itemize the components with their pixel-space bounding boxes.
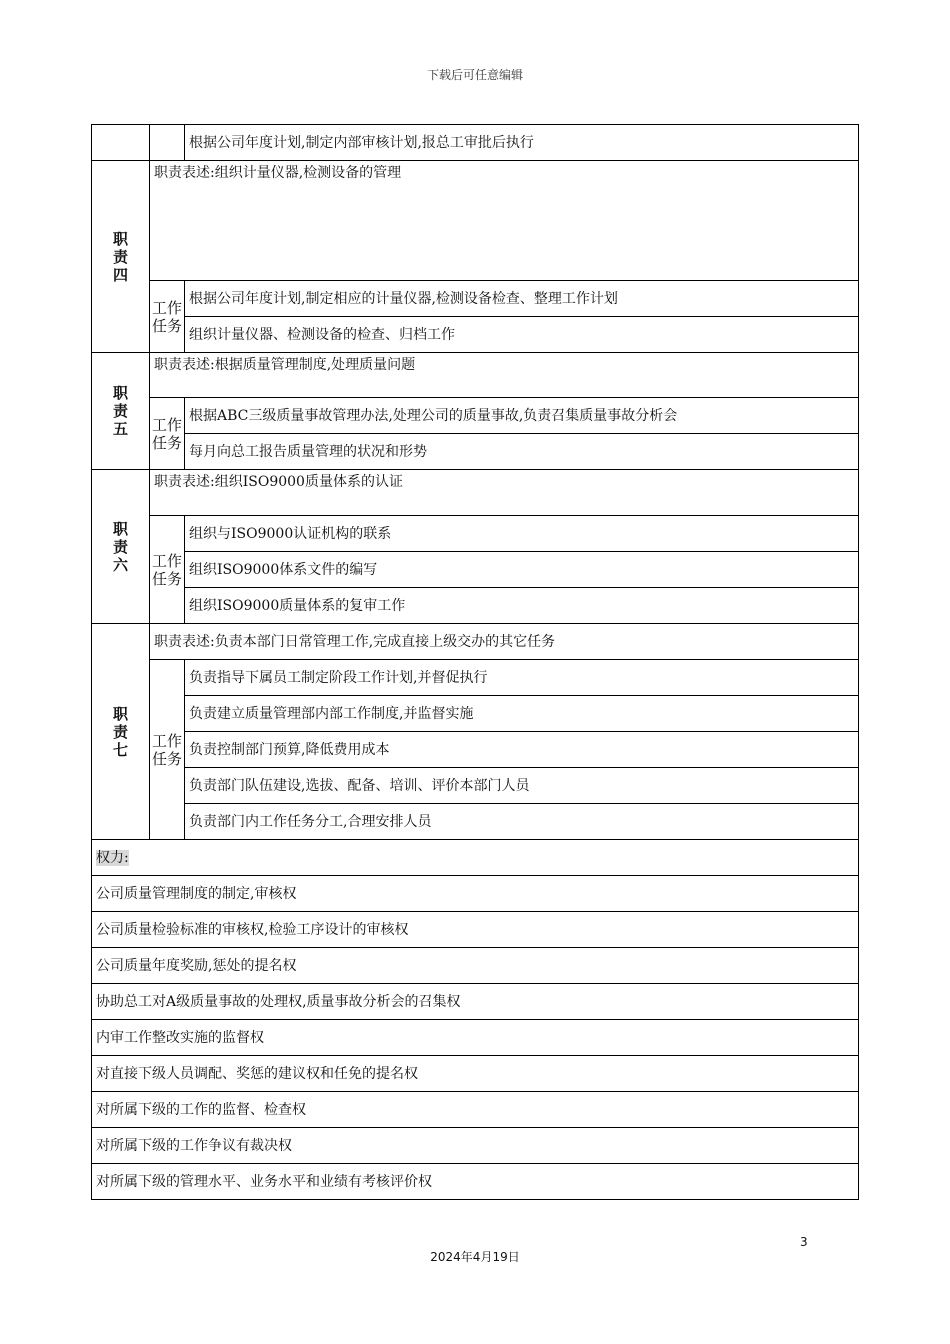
duty-description: 职责表述:根据质量管理制度,处理质量问题 xyxy=(150,353,859,398)
task-cell: 负责建立质量管理部内部工作制度,并监督实施 xyxy=(185,696,859,732)
power-item: 对所属下级的工作争议有裁决权 xyxy=(92,1128,859,1164)
task-cell: 负责部门内工作任务分工,合理安排人员 xyxy=(185,804,859,840)
powers-title: 权力: xyxy=(92,840,859,876)
task-cell: 组织与ISO9000认证机构的联系 xyxy=(185,516,859,552)
duty-label-7: 职 责 七 xyxy=(92,624,150,840)
task-cell: 负责部门队伍建设,选拔、配备、培训、评价本部门人员 xyxy=(185,768,859,804)
power-item: 公司质量管理制度的制定,审核权 xyxy=(92,876,859,912)
work-task-label: 工作 任务 xyxy=(150,660,185,840)
duty-description: 职责表述:负责本部门日常管理工作,完成直接上级交办的其它任务 xyxy=(150,624,859,660)
power-item: 内审工作整改实施的监督权 xyxy=(92,1020,859,1056)
task-cell: 负责指导下属员工制定阶段工作计划,并督促执行 xyxy=(185,660,859,696)
job-duty-table xyxy=(91,124,859,1200)
work-task-label: 工作 任务 xyxy=(150,281,185,353)
footer-date: 2024年4月19日 xyxy=(430,1250,520,1264)
task-cell: 根据公司年度计划,制定相应的计量仪器,检测设备检查、整理工作计划 xyxy=(185,281,859,317)
empty-cell xyxy=(92,125,150,161)
duty-label-6: 职 责 六 xyxy=(92,470,150,624)
task-cell: 组织ISO9000体系文件的编写 xyxy=(185,552,859,588)
duty-description: 职责表述:组织计量仪器,检测设备的管理 xyxy=(150,161,859,281)
page-header: 下载后可任意编辑 xyxy=(426,68,523,82)
power-item: 对所属下级的工作的监督、检查权 xyxy=(92,1092,859,1128)
work-task-label: 工作 任务 xyxy=(150,398,185,470)
task-cell: 组织ISO9000质量体系的复审工作 xyxy=(185,588,859,624)
power-item: 对直接下级人员调配、奖惩的建议权和任免的提名权 xyxy=(92,1056,859,1092)
task-cell: 根据公司年度计划,制定内部审核计划,报总工审批后执行 xyxy=(185,125,859,161)
task-cell: 每月向总工报告质量管理的状况和形势 xyxy=(185,434,859,470)
power-item: 公司质量检验标准的审核权,检验工序设计的审核权 xyxy=(92,912,859,948)
duty-label-5: 职 责 五 xyxy=(92,353,150,470)
work-task-label: 工作 任务 xyxy=(150,516,185,624)
empty-cell xyxy=(150,125,185,161)
power-item: 对所属下级的管理水平、业务水平和业绩有考核评价权 xyxy=(92,1164,859,1200)
duty-label-4: 职 责 四 xyxy=(92,161,150,353)
power-item: 公司质量年度奖励,惩处的提名权 xyxy=(92,948,859,984)
power-item: 协助总工对A级质量事故的处理权,质量事故分析会的召集权 xyxy=(92,984,859,1020)
task-cell: 负责控制部门预算,降低费用成本 xyxy=(185,732,859,768)
task-cell: 根据ABC三级质量事故管理办法,处理公司的质量事故,负责召集质量事故分析会 xyxy=(185,398,859,434)
duty-description: 职责表述:组织ISO9000质量体系的认证 xyxy=(150,470,859,516)
page-number: 3 xyxy=(800,1235,808,1249)
task-cell: 组织计量仪器、检测设备的检查、归档工作 xyxy=(185,317,859,353)
